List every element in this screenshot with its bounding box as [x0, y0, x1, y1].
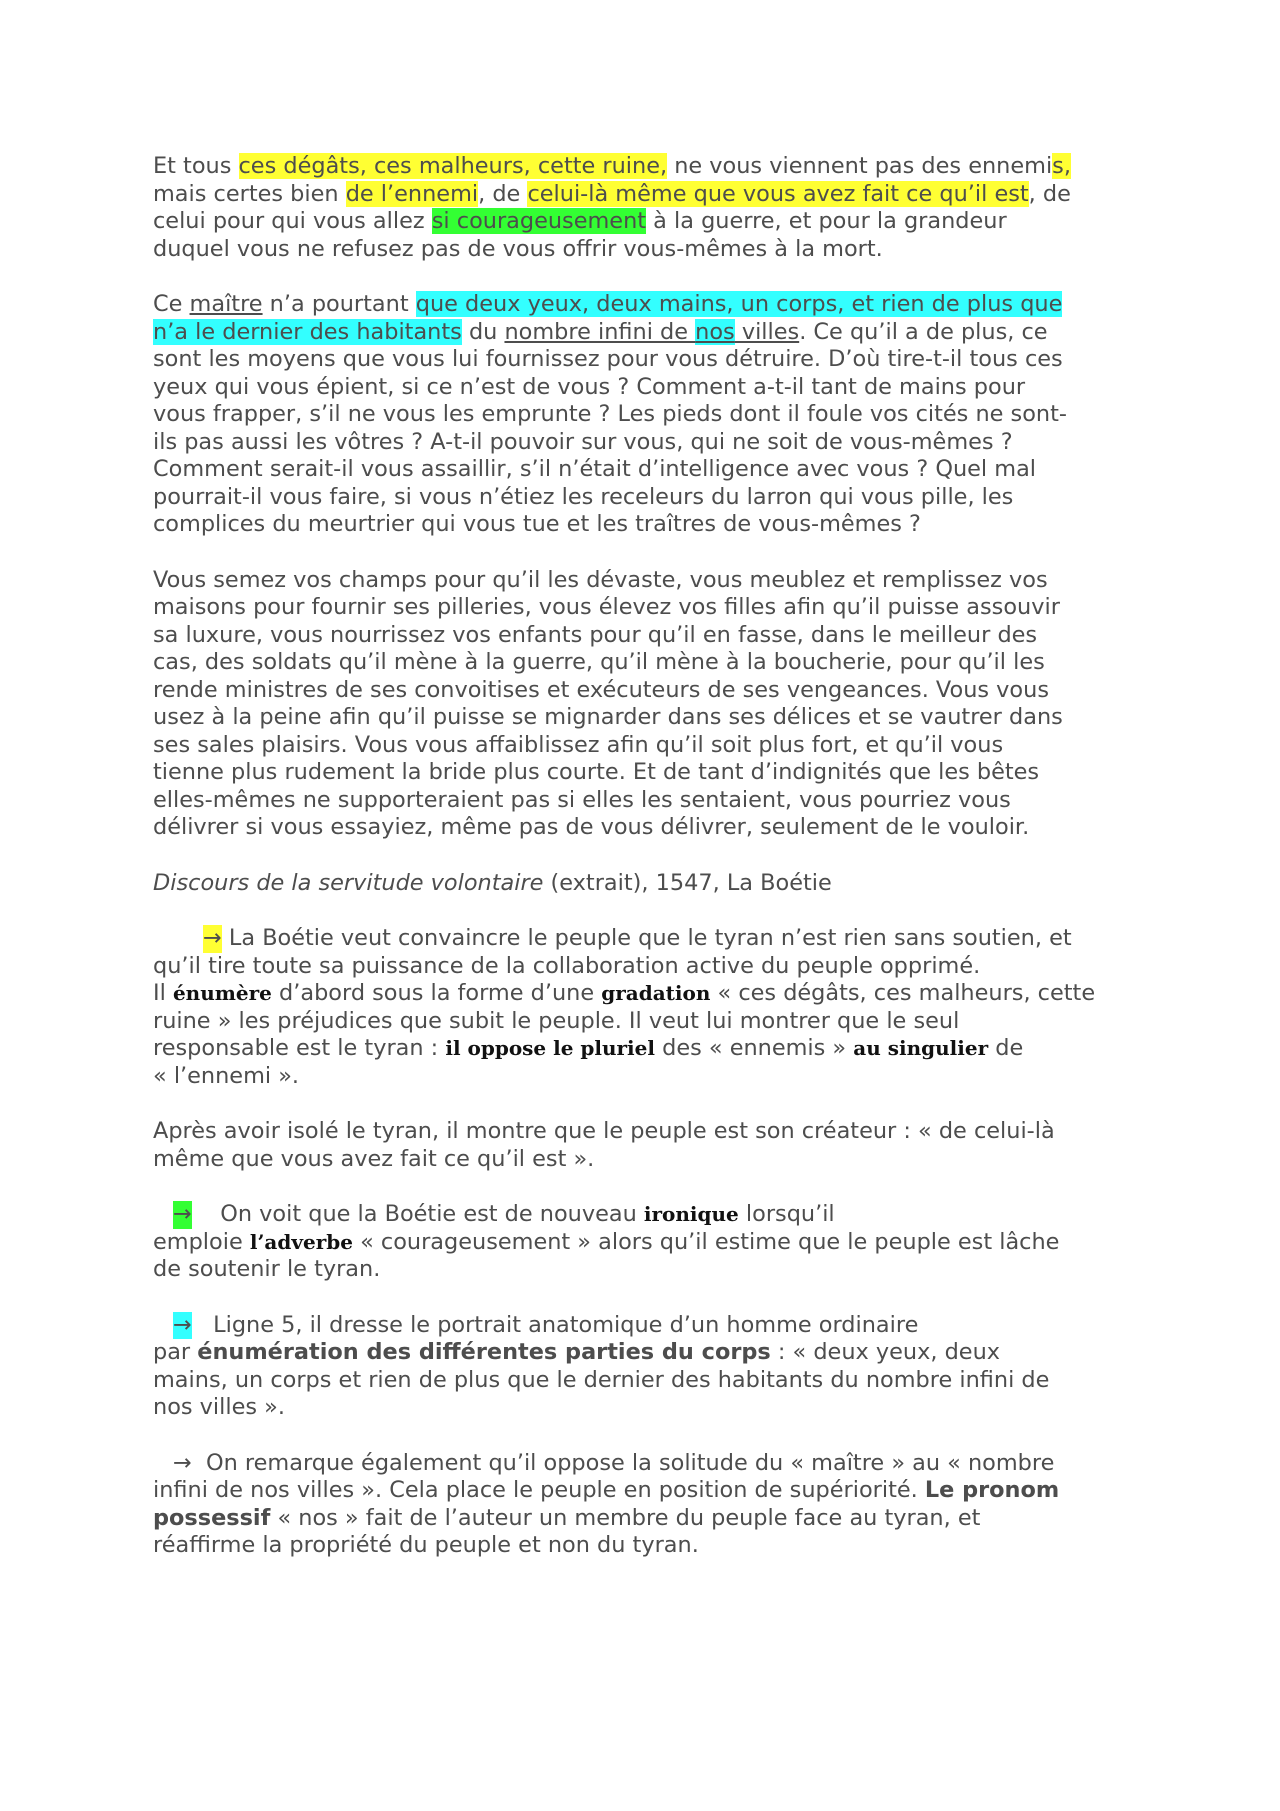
bold-keyword: énumère — [172, 981, 272, 1005]
text-run: Et tous — [153, 153, 239, 179]
bold-keyword: au singulier — [853, 1036, 989, 1060]
text-run: (extrait), 1547, La Boétie — [543, 869, 832, 896]
text-run: Ce — [153, 291, 190, 317]
text-line: complices du meurtrier qui vous tue et les traîtres de vous-mêmes ? — [153, 511, 921, 537]
paragraph-1 — [153, 153, 1143, 263]
arrow-right-icon: → — [173, 1201, 192, 1227]
text-line: nos villes ». — [153, 1394, 285, 1420]
text-line: ils pas aussi les vôtres ? A-t-il pouvoir sur vous, qui ne soit de vous-mêmes ? — [153, 428, 1013, 455]
underlined-word: nombre infini de — [504, 318, 696, 345]
text-line: maisons pour fournir ses pilleries, vous élevez vos filles afin qu’il puisse assouvir — [153, 594, 1060, 620]
text-run: : « deux yeux, deux — [770, 1339, 1001, 1365]
highlight-cyan: n’a le dernier des habitants — [153, 318, 462, 345]
text-run: On remarque également qu’il oppose la solitude du « maître » au « nombre — [191, 1449, 1055, 1476]
source-citation — [153, 870, 1143, 898]
analysis-1 — [153, 925, 1143, 1090]
analysis-5 — [153, 1450, 1143, 1560]
text-run: . Ce qu’il a de plus, ce — [799, 318, 1048, 345]
text-line: tienne plus rudement la bride plus courte. Et de tant d’indignités que les bêtes — [153, 759, 1040, 785]
highlight-yellow: de l’ennemi — [345, 180, 479, 207]
highlight-yellow: s, — [1052, 153, 1071, 179]
text-run: par — [153, 1339, 198, 1365]
text-run: Ligne 5, il dresse le portrait anatomique d’un homme ordinaire — [191, 1311, 919, 1338]
text-run: duquel vous ne refusez pas de vous offrir vous-mêmes à la mort. — [153, 235, 883, 262]
bold-keyword: Le pronom — [924, 1477, 1060, 1503]
text-run: , de — [1028, 180, 1071, 207]
arrow-right-icon: → — [173, 1449, 192, 1476]
text-run: responsable est le tyran : — [153, 1035, 446, 1061]
arrow-right-icon: → — [203, 925, 222, 951]
text-run: Il — [153, 980, 173, 1006]
bold-keyword: gradation — [601, 981, 711, 1005]
analysis-3 — [153, 1201, 1143, 1284]
text-line: même que vous avez fait ce qu’il est ». — [153, 1145, 595, 1172]
text-run: des « ennemis » — [654, 1035, 854, 1061]
text-line: yeux qui vous épient, si ce n’est de vous ? Comment a-t-il tant de mains pour — [153, 373, 1026, 400]
highlight-yellow: ces dégâts, ces malheurs, cette ruine, — [238, 153, 668, 179]
document-page — [153, 153, 1143, 1560]
text-run: On voit que la Boétie est de nouveau — [191, 1201, 644, 1227]
bold-keyword: il oppose le pluriel — [445, 1036, 655, 1060]
text-line: cas, des soldats qu’il mène à la guerre, qu’il mène à la boucherie, pour qu’il les — [153, 649, 1045, 675]
text-line: « l’ennemi ». — [153, 1062, 300, 1089]
text-run: d’abord sous la forme d’une — [271, 980, 602, 1006]
underlined-word: villes — [734, 318, 800, 345]
work-title: Discours de la servitude volontaire — [153, 869, 544, 896]
text-run: lorsqu’il — [738, 1201, 835, 1227]
paragraph-2 — [153, 291, 1143, 539]
text-line: pourrait-il vous faire, si vous n’étiez les receleurs du larron qui vous pille, les — [153, 483, 1014, 510]
text-run: « nos » fait de l’auteur un membre du peuple face au tyran, et — [270, 1504, 981, 1531]
text-run: celui pour qui vous allez — [153, 208, 432, 234]
highlight-yellow: celui-là même que vous avez fait ce qu’il est — [527, 180, 1029, 207]
bold-keyword: possessif — [153, 1504, 271, 1531]
text-line: ses sales plaisirs. Vous vous affaiblissez afin qu’il soit plus fort, et qu’il vous — [153, 731, 1004, 758]
text-line: Vous semez vos champs pour qu’il les dévaste, vous meublez et remplissez vos — [153, 566, 1048, 593]
text-run: à la guerre, et pour la grandeur — [646, 208, 1007, 234]
text-line: sa luxure, vous nourrissez vos enfants pour qu’il en fasse, dans le meilleur des — [153, 621, 1038, 648]
paragraph-3 — [153, 567, 1143, 842]
text-run: La Boétie veut convaincre le peuple que le tyran n’est rien sans soutien, et — [221, 925, 1072, 951]
bold-keyword: l’adverbe — [249, 1229, 353, 1254]
text-run: « courageusement » alors qu’il estime que le peuple est lâche — [352, 1228, 1060, 1255]
underlined-word: maître — [189, 291, 263, 317]
text-line: sont les moyens que vous lui fournissez pour vous détruire. D’où tire-t-il tous ces — [153, 346, 1063, 372]
text-line: de soutenir le tyran. — [153, 1256, 381, 1282]
text-run: infini de nos villes ». Cela place le peuple en position de supériorité. — [153, 1477, 925, 1503]
text-line: rende ministres de ses convoitises et exécuteurs de ses vengeances. Vous vous — [153, 676, 1049, 703]
arrow-right-icon: → — [173, 1311, 192, 1338]
text-line: délivrer si vous essayiez, même pas de vous délivrer, seulement de le vouloir. — [153, 814, 1030, 840]
text-line: Après avoir isolé le tyran, il montre que le peuple est son créateur : « de celui-là — [153, 1118, 1055, 1144]
text-line: vous frapper, s’il ne vous les emprunte ? Les pieds dont il foule vos cités ne sont- — [153, 401, 1067, 427]
highlight-green: si courageusement — [431, 208, 647, 234]
analysis-2 — [153, 1118, 1143, 1173]
text-run: de — [988, 1035, 1024, 1061]
text-run: , de — [478, 180, 528, 207]
text-run: du — [461, 318, 505, 345]
highlight-cyan-underlined: nos — [695, 318, 735, 345]
text-run: n’a pourtant — [262, 291, 416, 317]
text-run: ne vous viennent pas des ennemi — [667, 153, 1053, 179]
analysis-4 — [153, 1312, 1143, 1422]
text-line: Comment serait-il vous assaillir, s’il n’était d’intelligence avec vous ? Quel mal — [153, 456, 1037, 482]
text-line: elles-mêmes ne supporteraient pas si elles les sentaient, vous pourriez vous — [153, 786, 1011, 813]
bold-keyword: énumération des différentes parties du corps — [197, 1339, 771, 1365]
text-line: qu’il tire toute sa puissance de la collaboration active du peuple opprimé. — [153, 952, 981, 979]
bold-keyword: ironique — [643, 1202, 739, 1226]
text-run: « ces dégâts, ces malheurs, cette — [710, 980, 1096, 1006]
text-line: ruine » les préjudices que subit le peuple. Il veut lui montrer que le seul — [153, 1007, 960, 1034]
highlight-cyan: que deux yeux, deux mains, un corps, et rien de plus que — [415, 291, 1063, 317]
text-line: réaffirme la propriété du peuple et non du tyran. — [153, 1532, 699, 1558]
text-line: mains, un corps et rien de plus que le dernier des habitants du nombre infini de — [153, 1366, 1050, 1393]
text-run: emploie — [153, 1228, 250, 1255]
text-line: usez à la peine afin qu’il puisse se mignarder dans ses délices et se vautrer dans — [153, 704, 1063, 730]
text-run: mais certes bien — [153, 180, 346, 207]
